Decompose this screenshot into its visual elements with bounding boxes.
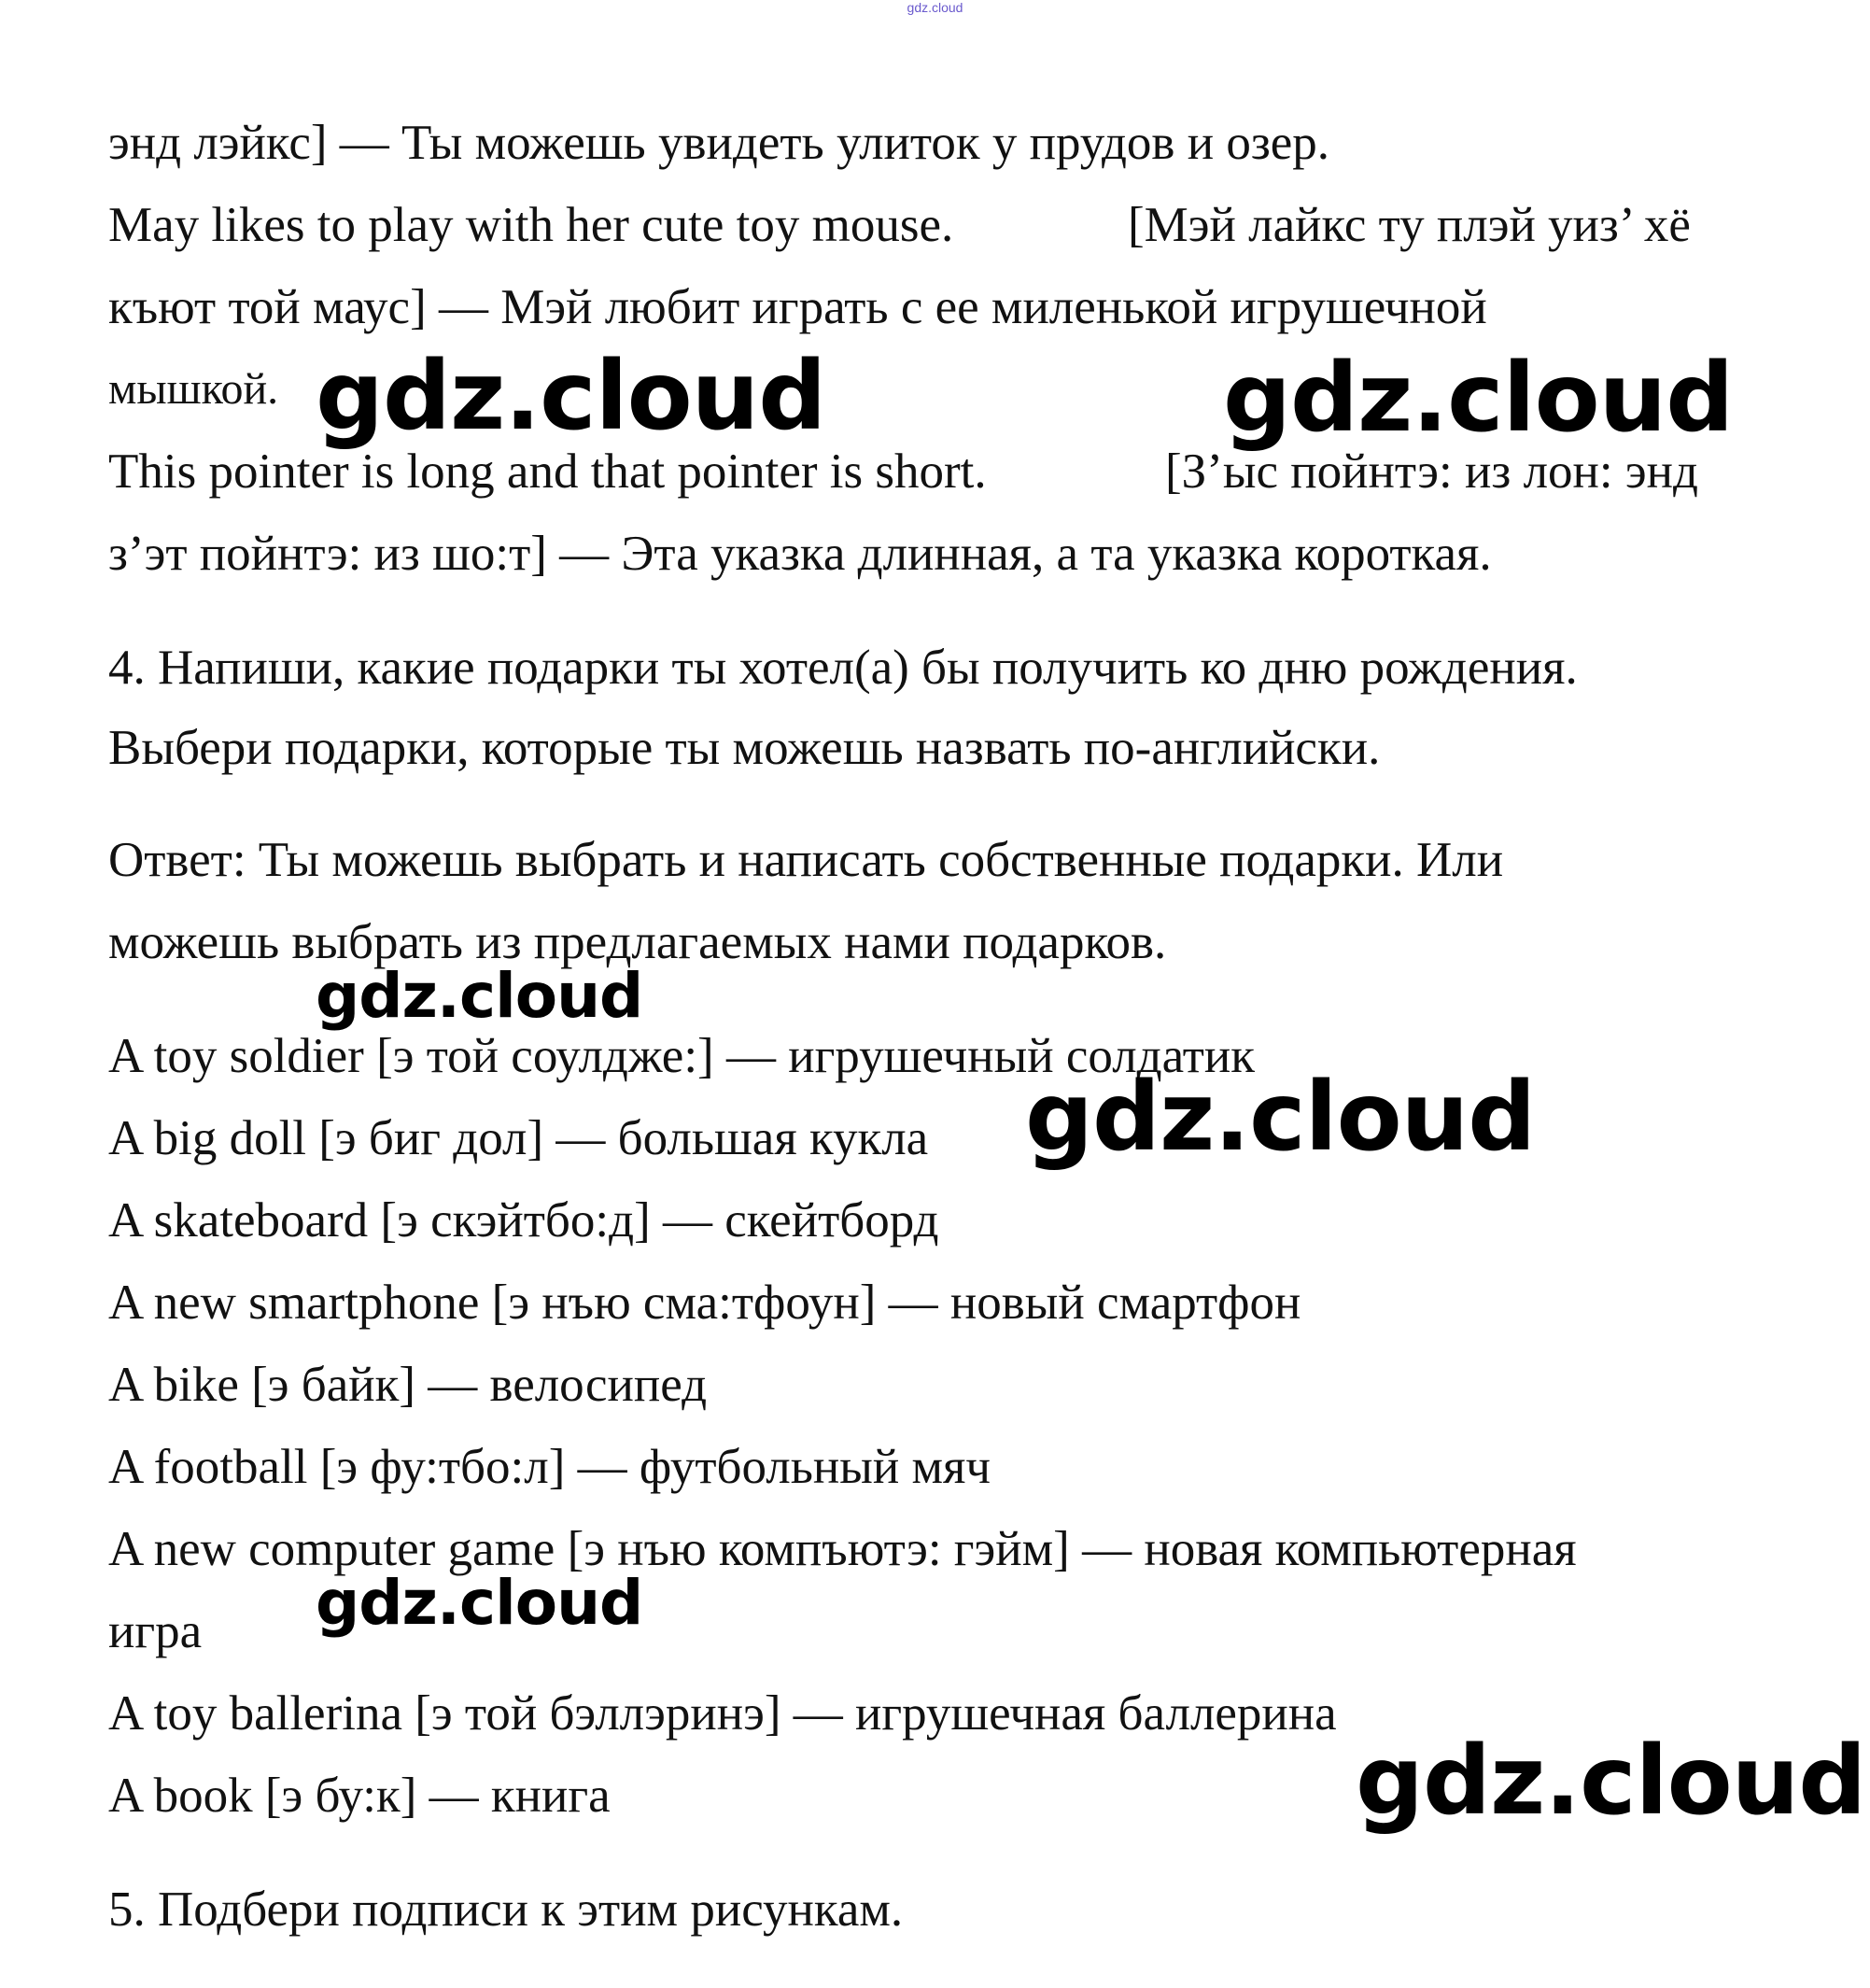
header-watermark: gdz.cloud: [907, 0, 963, 15]
gift-item: A big doll [э биг дол] — большая кукла: [108, 1111, 929, 1165]
gift-item: A football [э фу:тбо:л] — футбольный мяч: [108, 1440, 991, 1494]
watermark: gdz.cloud: [316, 341, 826, 452]
sentence-may-english: May likes to play with her cute toy mouse.: [108, 198, 954, 252]
gift-item: A new computer game [э нъю компъютэ: гэйм] — новая компьютерная: [108, 1522, 1577, 1576]
sentence-may-transcription: [Мэй лайкс ту плэй уиз’ хё: [1128, 198, 1691, 252]
sentence-pointer-english: This pointer is long and that pointer is short.: [108, 444, 987, 499]
gift-item: A toy ballerina [э той бэллэринэ] — игрушечная баллерина: [108, 1686, 1337, 1741]
gift-item-continued: игра: [108, 1604, 203, 1658]
text-line-snails: энд лэйкс] — Ты можешь увидеть улиток у прудов и озер.: [108, 116, 1330, 170]
sentence-may-translation: къют той маус] — Мэй любит играть с ее миленькой игрушечной: [108, 280, 1487, 334]
watermark: gdz.cloud: [1223, 343, 1734, 454]
gift-item: A new smartphone [э нъю сма:тфоун] — новый смартфон: [108, 1276, 1301, 1330]
watermark: gdz.cloud: [1356, 1726, 1866, 1837]
sentence-may-end: мышкой.: [108, 364, 279, 414]
gift-item: A toy soldier [э той соулдже:] — игрушечный солдатик: [108, 1029, 1256, 1083]
sentence-may: [108, 197, 953, 253]
watermark: gdz.cloud: [316, 960, 643, 1032]
watermark: gdz.cloud: [1025, 1062, 1536, 1173]
sentence-pointer-translation: з’эт пойнтэ: из шо:т] — Эта указка длинная, а та указка короткая.: [108, 527, 1492, 581]
sentence-pointer: [108, 444, 987, 500]
gift-item: A skateboard [э скэйтбо:д] — скейтборд: [108, 1193, 939, 1248]
task4-heading: 4. Напиши, какие подарки ты хотел(а) бы получить ко дню рождения.: [108, 641, 1578, 695]
task5-heading: 5. Подбери подписи к этим рисункам.: [108, 1882, 904, 1937]
task4-subheading: Выбери подарки, которые ты можешь назвать по-английски.: [108, 721, 1381, 775]
gift-item: A bike [э байк] — велосипед: [108, 1358, 708, 1412]
answer-line-1: Ответ: Ты можешь выбрать и написать собственные подарки. Или: [108, 833, 1504, 887]
gift-item: A book [э бу:к] — книга: [108, 1769, 611, 1823]
answer-line-2: можешь выбрать из предлагаемых нами подарков.: [108, 915, 1167, 969]
sentence-pointer-transcription: [З’ыс пойнтэ: из лон: энд: [1165, 444, 1698, 499]
watermark: gdz.cloud: [316, 1567, 643, 1639]
